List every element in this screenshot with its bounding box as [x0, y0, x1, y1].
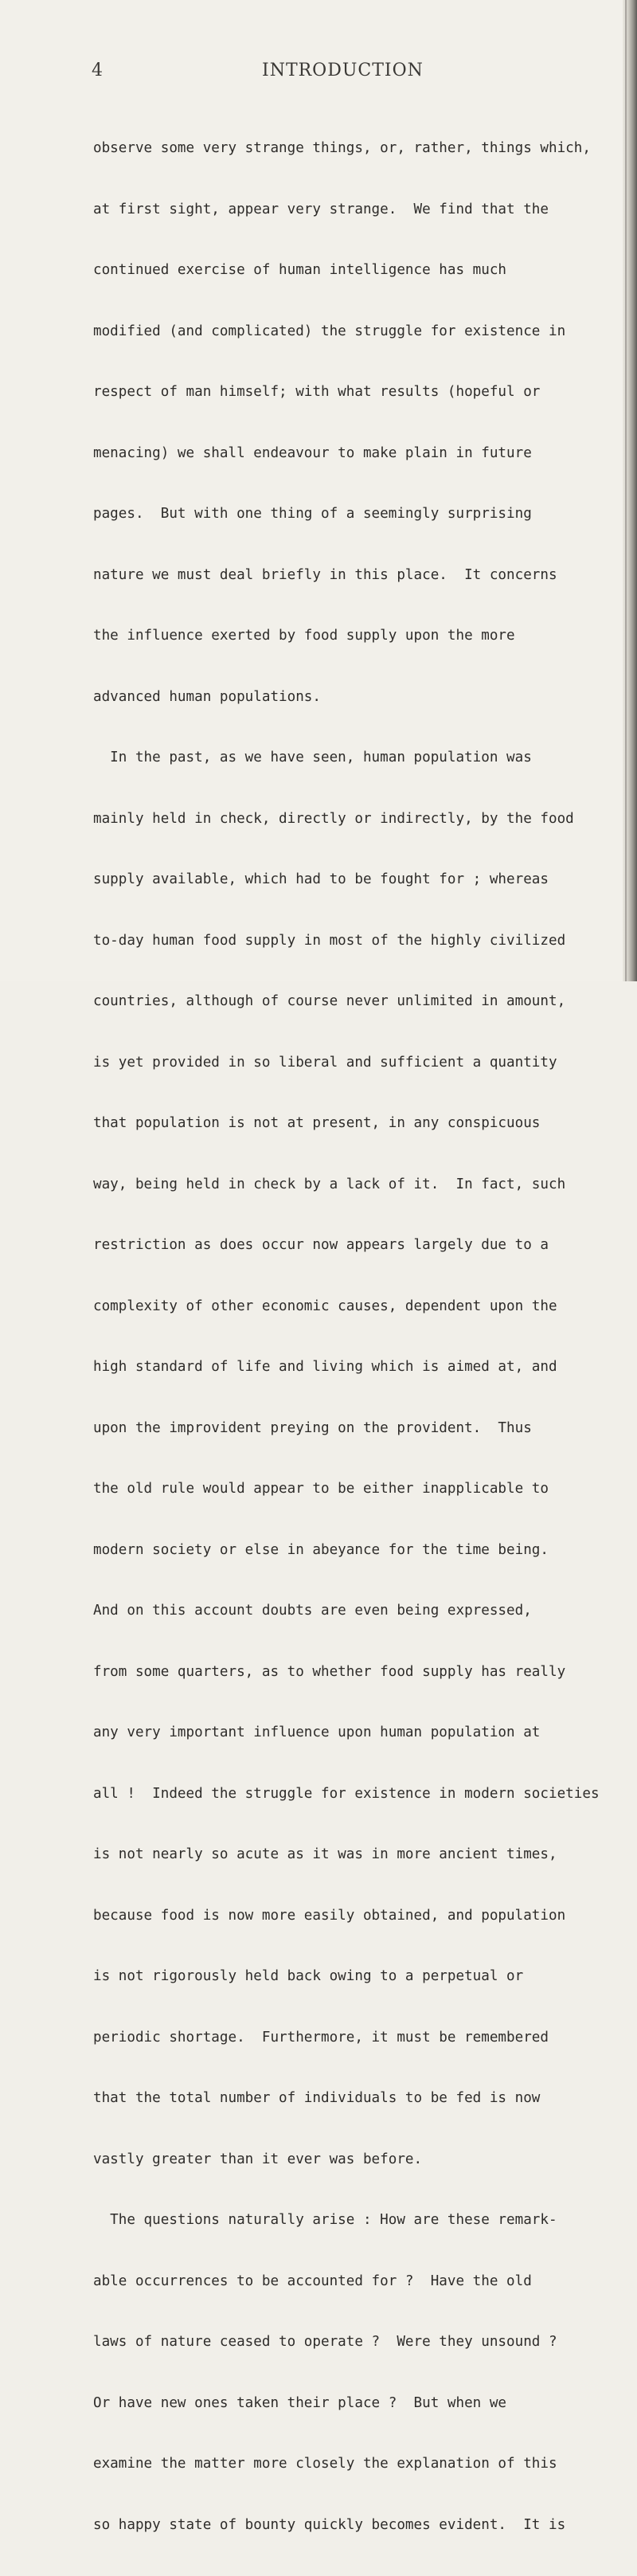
text-line: complexity of other economic causes, dependent upon the: [93, 1298, 557, 1314]
text-line: restriction as does occur now appears largely due to a: [93, 1237, 549, 1253]
text-line: all ! Indeed the struggle for existence in modern societies: [93, 1785, 600, 1802]
text-line: continued exercise of human intelligence has much: [93, 262, 507, 278]
text-line: because food is now more easily obtained, and population: [93, 1907, 566, 1924]
text-line: is not nearly so acute as it was in more ancient times,: [93, 1846, 557, 1862]
text-line: at first sight, appear very strange. We find that the: [93, 201, 549, 217]
text-line: is not rigorously held back owing to a perpetual or: [93, 1968, 524, 1984]
text-line: high standard of life and living which is aimed at, and: [93, 1359, 557, 1375]
page-header: [92, 61, 579, 86]
text-line: respect of man himself; with what results (hopeful or: [93, 384, 541, 400]
text-line: able occurrences to be accounted for ? Have the old: [93, 2273, 532, 2289]
text-line: so happy state of bounty quickly becomes evident. It is: [93, 2516, 566, 2533]
text-line: the influence exerted by food supply upon the more: [93, 628, 515, 644]
text-line: observe some very strange things, or, rather, things which,: [93, 140, 591, 156]
text-line: that population is not at present, in any conspicuous: [93, 1115, 541, 1131]
text-line: upon the improvident preying on the provident. Thus: [93, 1419, 532, 1436]
text-line: any very important influence upon human population at: [93, 1725, 541, 1740]
text-line: way, being held in check by a lack of it. In fact, such: [93, 1176, 566, 1192]
text-line: the old rule would appear to be either inapplicable to: [93, 1481, 549, 1497]
text-line: supply available, which had to be fought for ; whereas: [93, 871, 549, 887]
text-line: Or have new ones taken their place ? But when we: [93, 2394, 507, 2411]
text-line: pages. But with one thing of a seemingly surprising: [93, 506, 532, 522]
text-line: modern society or else in abeyance for the time being.: [93, 1541, 549, 1558]
text-line: vastly greater than it ever was before.: [93, 2151, 423, 2167]
text-line: to-day human food supply in most of the highly civilized: [93, 932, 566, 949]
text-line: nature we must deal briefly in this place. It concerns: [93, 566, 557, 583]
text-line: And on this account doubts are even being expressed,: [93, 1603, 532, 1619]
text-line: examine the matter more closely the explanation of this: [93, 2456, 557, 2472]
text-line: countries, although of course never unlimited in amount,: [93, 993, 566, 1009]
text-line: laws of nature ceased to operate ? Were they unsound ?: [93, 2334, 557, 2350]
text-line: modified (and complicated) the struggle for existence in: [93, 323, 566, 339]
running-title: INTRODUCTION: [262, 61, 424, 80]
body-text: [93, 98, 600, 2576]
text-line: In the past, as we have seen, human population was: [93, 750, 532, 765]
text-line: mainly held in check, directly or indirectly, by the food: [93, 810, 574, 827]
text-line: that the total number of individuals to be fed is now: [93, 2090, 541, 2106]
text-line: is yet provided in so liberal and sufficient a quantity: [93, 1054, 557, 1071]
page-edge-line: [625, 0, 627, 981]
text-line: The questions naturally arise : How are these remark-: [93, 2212, 557, 2228]
page-number: 4: [92, 61, 104, 80]
text-line: menacing) we shall endeavour to make plain in future: [93, 444, 532, 461]
text-line: from some quarters, as to whether food supply has really: [93, 1663, 566, 1680]
text-line: advanced human populations.: [93, 688, 321, 705]
text-line: periodic shortage. Furthermore, it must be remembered: [93, 2029, 549, 2046]
